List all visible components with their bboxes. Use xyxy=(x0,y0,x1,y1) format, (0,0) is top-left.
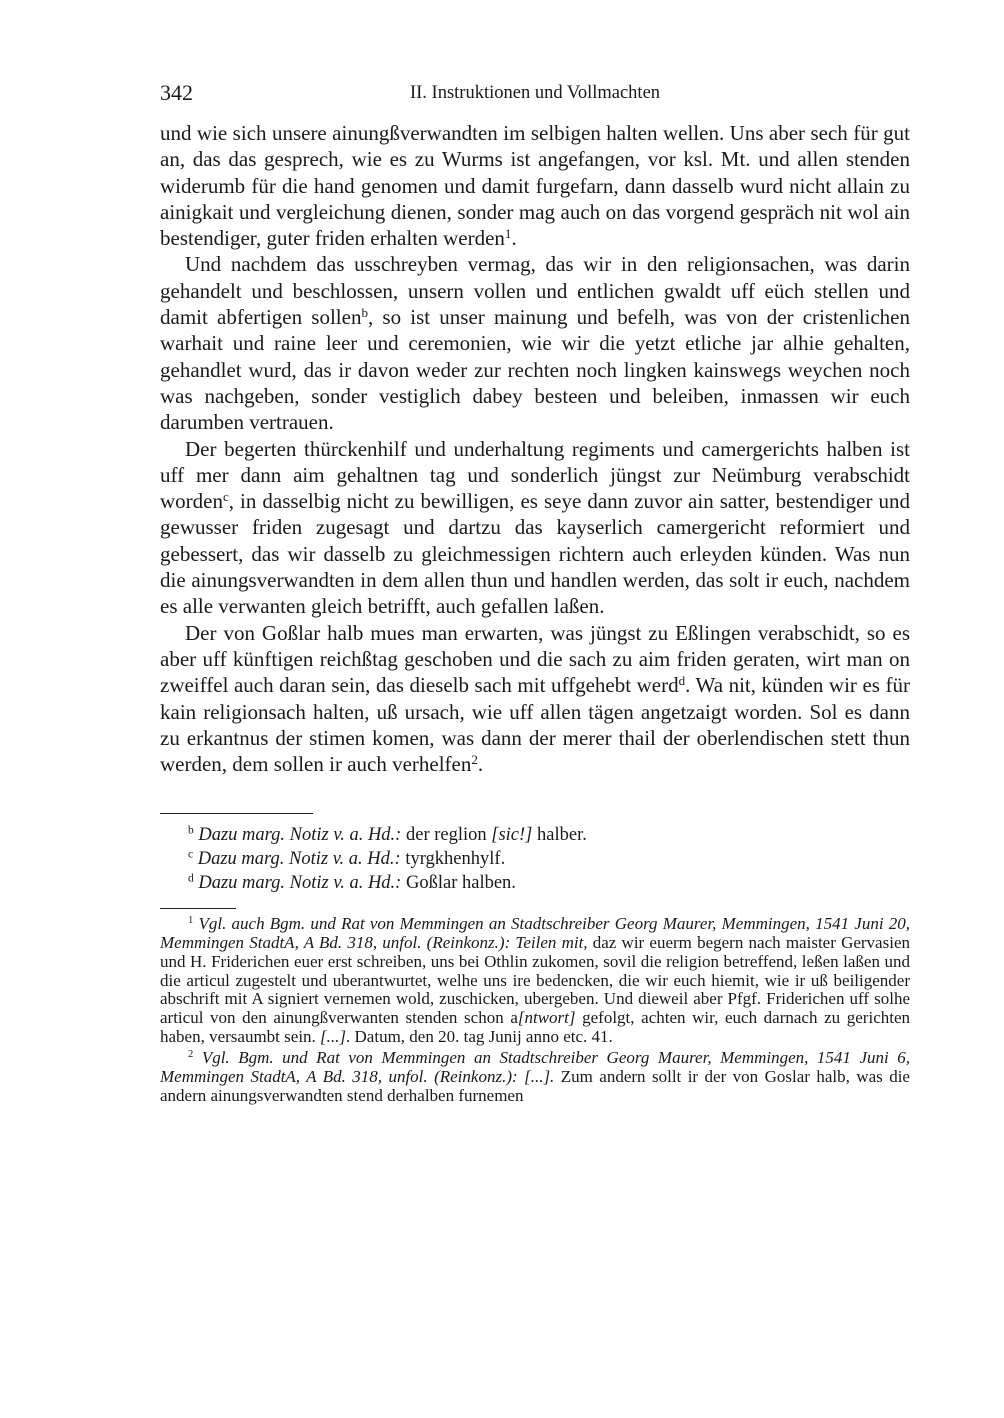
page xyxy=(160,74,910,1105)
footnote-ref-1: 1 xyxy=(504,226,512,242)
textual-note-d: $^d$ Dazu marg. Notiz v. a. Hd.: Goßlar halben. xyxy=(188,873,516,894)
paragraph-1: und wie sich unsere ainungßverwandten im selbigen halten wellen. Uns aber sech für gut an, das das gesprech, wie es zu Wurms ist angefangen, vor ksl. Mt. und allen stenden widerumb für die hand genomen und damit furgefarn, dann dasselb wurd nicht allain zu ainigkait und vergleichung dienen, sonder mag auch on das vorgend gespräch nit wol ain bestendiger, guter friden erhalten werden$^1$. xyxy=(160,121,910,251)
textual-notes xyxy=(160,823,910,895)
textual-note-b: $^b$ Dazu marg. Notiz v. a. Hd.: der reglion [sic!] halber. xyxy=(188,825,587,846)
footnotes xyxy=(160,915,910,1105)
paragraph-4: Der von Goßlar halb mues man erwarten, was jüngst zu Eßlingen verabschidt, so es aber uff künftigen reichßtag geschoben und die sach zu aim friden geraten, wirt man on zweiffel auch daran sein, das dieselb sach mit uffgehebt werd$^d$. Wa nit, künden wir es für kain religionsach halten, uß ursach, wie uff allen tägen angetzaigt worden. Sol es dann zu erkantnus der stimen komen, was dann der merer thail der oberlendischen stett thun werden, dem sollen ir auch verhelfen$^2$. xyxy=(160,620,910,777)
paragraph-3: Der begerten thürckenhilf und underhaltung regiments und camergerichts halben ist uff mer dann aim gehaltnen tag und sonderlich jüngst zur Neümburg verabschidt worden$^c$, in dasselbig nicht zu bewilligen, es seye dann zuvor ain satter, bestendiger und gewusser friden zugesagt und dartzu das kayserlich camergericht reformiert und gebessert, das wir dasselb zu gleichmessigen richtern auch erleyden künden. Was nun die ainungsverwandten in dem allen thun und handlen werden, das solt ir euch, nachdem es alle verwanten gleich betrifft, auch gefallen laßen. xyxy=(160,436,910,619)
footnote-1: $^1$ Vgl. auch Bgm. und Rat von Memmingen an Stadtschreiber Georg Maurer, Memmingen, 1541 Juni 20, Memmingen StadtA, A Bd. 318, unfol. (Reinkonz.): Teilen mit, daz wir euerm begern nach maister Gervasien und H. Friderichen euer erst schreiben, uns bei Othlin zukomen, sovil die religion betreffend, leßen laßen und die articul zugestelt und uberantwurtet, welhe uns ire bedencken, die wir euch hiemit, wie ir uß beiligender abschrift mit A signiert vernemen wold, zuschicken, ubergeben. Und dieweil aber Pfgf. Friderichen uff solhe articul von den ainungßverwanten stenden schon a[ntwort] gefolgt, achten wir, euch darnach zu gerichten haben, versaumbt sein. [...]. Datum, den 20. tag Junij anno etc. 41. xyxy=(160,914,911,1046)
footnote-ref-c: c xyxy=(222,489,229,504)
footnote-ref-2: 2 xyxy=(471,751,478,767)
paragraph-2: Und nachdem das usschreyben vermag, das wir in den religionsachen, was darin gehandelt und beschlossen, unsern vollen und entlichen gwaldt uff eüch stellen und damit abfertigen sollen$^b$, so ist unser mainung und befelh, was von der cristenlichen warhait und raine leer und ceremonien, wie wir die yetzt etliche jar alhie gehalten, gehandlet wurd, das ir davon weder zur rechten noch lingken kainswegs weychen noch was nachgeben, sonder vestiglich dabey besteen und beleiben, inmassen wir euch darumben vertrauen. xyxy=(160,252,910,435)
footnote-divider xyxy=(160,813,313,814)
textual-note-c: $^c$ Dazu marg. Notiz v. a. Hd.: tyrgkhenhylf. xyxy=(188,849,506,870)
footnote-2: $^2$ Vgl. Bgm. und Rat von Memmingen an Stadtschreiber Georg Maurer, Memmingen, 1541 Juni 6, Memmingen StadtA, A Bd. 318, unfol. (Reinkonz.): [...]. Zum andern sollt ir der von Goslar halb, was die andern ainungsverwandten stend derhalben furnemen xyxy=(160,1048,911,1105)
running-title: II. Instruktionen und Vollmachten xyxy=(409,83,661,103)
main-text xyxy=(160,120,910,777)
footnote-ref-d: d xyxy=(678,673,686,689)
footnote-ref-b: b xyxy=(361,304,368,320)
footnote-divider-short xyxy=(160,908,236,909)
page-header xyxy=(160,74,910,106)
page-number: 342 xyxy=(160,80,193,105)
